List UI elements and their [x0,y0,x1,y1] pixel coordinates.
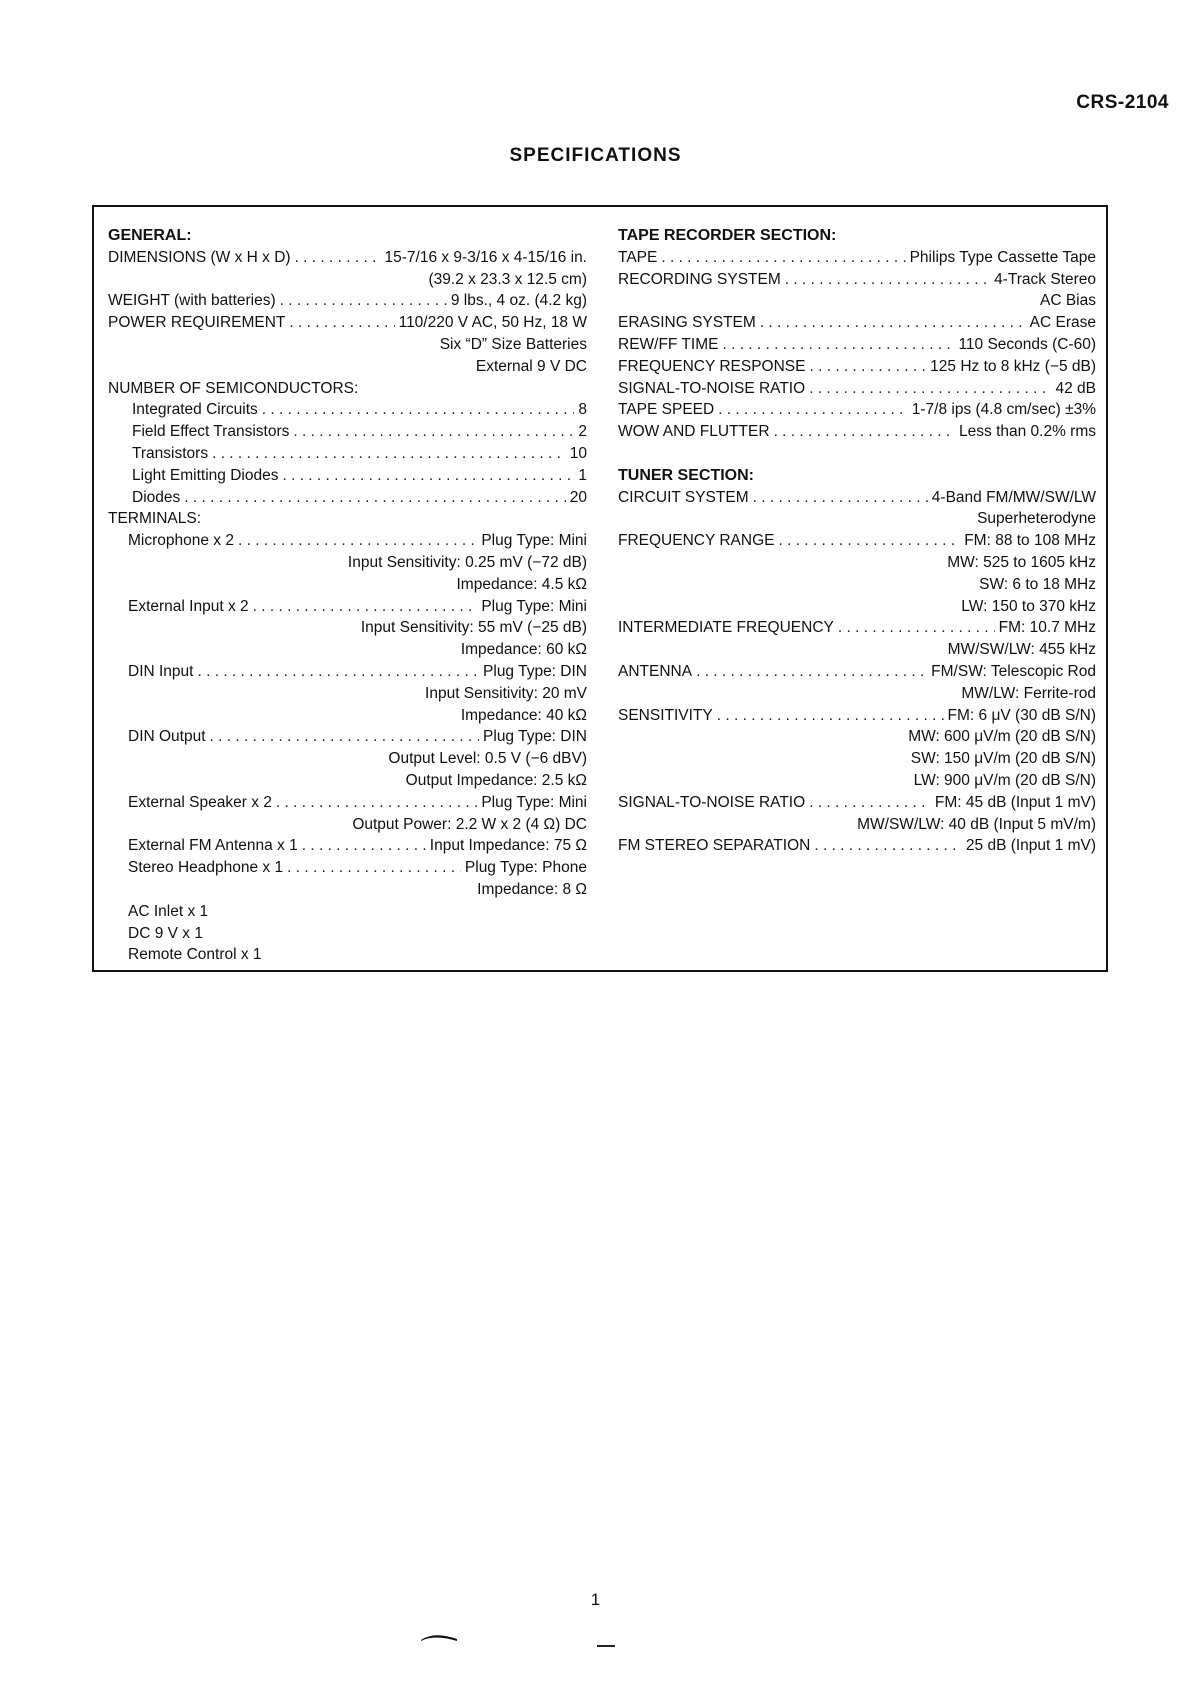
spec-value: Plug Type: Mini [481,597,587,615]
leader-dots [753,487,928,509]
spec-value: FM: 6 μV (30 dB S/N) [947,706,1096,724]
spec-continuation: MW: 525 to 1605 kHz [947,553,1096,571]
spec-continuation: Input Sensitivity: 0.25 mV (−72 dB) [347,553,587,571]
spec-value: 2 [578,423,587,441]
spec-value: FM: 88 to 108 MHz [964,532,1096,550]
spec-row [618,269,1096,291]
spec-antenna [618,661,1096,683]
spec-label: ANTENNA [618,662,693,680]
spec-continuation: Impedance: 40 kΩ [460,706,587,724]
spec-continuation: External 9 V DC [475,357,587,375]
spec-continuation: Output Power: 2.2 W x 2 (4 Ω) DC [352,815,587,833]
spec-continuation: Output Level: 0.5 V (−6 dBV) [388,750,587,768]
spec-value: Input Impedance: 75 Ω [429,837,587,855]
leader-dots [293,421,574,443]
spec-value: 4-Track Stereo [994,270,1096,288]
spec-fm-antenna [128,835,587,857]
spec-row [132,465,587,487]
spec-value: FM: 10.7 MHz [998,619,1096,637]
spec-value: 125 Hz to 8 kHz (−5 dB) [930,357,1096,375]
leader-dots [253,596,478,618]
spec-headphone [128,857,587,879]
spec-continuation: Input Sensitivity: 55 mV (−25 dB) [360,619,587,637]
leader-dots [696,661,927,683]
spec-label: INTERMEDIATE FREQUENCY [618,619,834,637]
spec-label: Light Emitting Diodes [132,466,279,484]
leader-dots [210,726,480,748]
spec-label: Diodes [132,488,181,506]
spec-value: Less than 0.2% rms [959,423,1096,441]
spec-label: RECORDING SYSTEM [618,270,781,288]
spec-value: FM: 45 dB (Input 1 mV) [934,793,1096,811]
leader-dots [212,443,566,465]
spec-continuation: Impedance: 8 Ω [477,880,587,898]
spec-dc: DC 9 V x 1 [128,924,203,942]
spec-value: 10 [569,444,587,462]
spec-value: 15-7/16 x 9-3/16 x 4-15/16 in. [384,248,587,266]
leader-dots [717,705,944,727]
spec-value: FM/SW: Telescopic Rod [931,662,1096,680]
spec-label: Transistors [132,444,209,462]
spec-label: FM STEREO SEPARATION [618,837,811,855]
leader-dots [295,247,381,269]
spec-label: FREQUENCY RANGE [618,532,775,550]
leader-dots [184,487,566,509]
spec-row [132,421,587,443]
spec-row [618,247,1096,269]
left-column [108,225,587,966]
spec-row [618,312,1096,334]
leader-dots [760,312,1026,334]
leader-dots [238,530,477,552]
spec-continuation: Superheterodyne [977,510,1096,528]
spec-row [132,443,587,465]
spec-power [108,312,587,334]
spec-continuation: Impedance: 60 kΩ [460,641,587,659]
leader-dots [809,792,931,814]
spec-row [132,399,587,421]
leader-dots [262,399,575,421]
spec-continuation: (39.2 x 23.3 x 12.5 cm) [428,270,587,288]
spec-row [618,421,1096,443]
spec-label: CIRCUIT SYSTEM [618,488,749,506]
leader-dots [280,290,447,312]
right-column [618,225,1096,857]
leader-dots [287,857,461,879]
spec-continuation: MW: 600 μV/m (20 dB S/N) [908,728,1096,746]
leader-dots [838,617,995,639]
spec-external-speaker [128,792,587,814]
spec-din-output [128,726,587,748]
terminals-title: TERMINALS: [108,510,202,528]
spec-value: 1-7/8 ips (4.8 cm/sec) ±3% [911,401,1096,419]
spec-value: Plug Type: Mini [481,532,587,550]
spec-value: 9 lbs., 4 oz. (4.2 kg) [450,292,587,310]
spec-continuation: LW: 900 μV/m (20 dB S/N) [913,771,1096,789]
section-gap [618,443,1096,465]
spec-label: ERASING SYSTEM [618,314,756,332]
spec-value: 25 dB (Input 1 mV) [965,837,1096,855]
spec-label: Stereo Headphone x 1 [128,859,284,877]
spec-continuation: AC Bias [1040,292,1096,310]
spec-label: SIGNAL-TO-NOISE RATIO [618,793,806,811]
spec-label: Microphone x 2 [128,532,234,550]
spec-row [618,356,1096,378]
spec-value: Philips Type Cassette Tape [909,248,1096,266]
spec-label: WEIGHT (with batteries) [108,292,276,310]
spec-ac-inlet: AC Inlet x 1 [128,902,209,920]
page-number: 1 [590,1590,601,1609]
spec-value: AC Erase [1029,314,1096,332]
leader-dots [809,378,1051,400]
spec-label: External Input x 2 [128,597,249,615]
spec-external-input [128,596,587,618]
leader-dots [276,792,477,814]
spec-value: 110 Seconds (C-60) [958,335,1096,353]
spec-continuation: SW: 6 to 18 MHz [979,575,1096,593]
spec-value: Plug Type: Mini [481,793,587,811]
model-number: CRS-2104 [1076,92,1169,113]
tape-section-title: TAPE RECORDER SECTION: [618,227,837,244]
spec-value: 110/220 V AC, 50 Hz, 18 W [398,314,587,332]
leader-dots [785,269,990,291]
spec-label: WOW AND FLUTTER [618,423,770,441]
leader-dots [814,835,962,857]
spec-label: DIN Input [128,662,194,680]
specifications-box [92,205,1108,972]
spec-label: TAPE [618,248,658,266]
spec-stereo-separation [618,835,1096,857]
leader-dots [809,356,926,378]
semiconductors-title: NUMBER OF SEMICONDUCTORS: [108,379,359,397]
spec-label: SIGNAL-TO-NOISE RATIO [618,379,806,397]
spec-label: POWER REQUIREMENT [108,314,286,332]
spec-row [618,399,1096,421]
spec-sensitivity [618,705,1096,727]
leader-dots [289,312,394,334]
spec-continuation: MW/SW/LW: 455 kHz [947,641,1096,659]
leader-dots [774,421,955,443]
scan-mark-icon [420,1633,458,1641]
spec-row [132,487,587,509]
leader-dots [282,465,574,487]
spec-remote-control: Remote Control x 1 [128,946,262,964]
spec-dimensions [108,247,587,269]
spec-value: 4-Band FM/MW/SW/LW [931,488,1096,506]
spec-value: 20 [569,488,587,506]
spec-value: Plug Type: DIN [483,662,587,680]
scan-dash-icon [597,1645,615,1647]
spec-value: 1 [578,466,587,484]
spec-label: TAPE SPEED [618,401,715,419]
spec-continuation: Impedance: 4.5 kΩ [456,575,587,593]
spec-continuation: LW: 150 to 370 kHz [961,597,1096,615]
spec-continuation: MW/SW/LW: 40 dB (Input 5 mV/m) [857,815,1096,833]
spec-frequency-range [618,530,1096,552]
leader-dots [302,835,426,857]
spec-label: External FM Antenna x 1 [128,837,298,855]
page-title: SPECIFICATIONS [509,145,682,166]
semiconductor-list [108,399,587,508]
spec-value: 42 dB [1055,379,1096,397]
leader-dots [718,399,908,421]
spec-label: External Speaker x 2 [128,793,272,811]
spec-value: Plug Type: Phone [464,859,587,877]
leader-dots [722,334,954,356]
spec-label: Integrated Circuits [132,401,258,419]
spec-label: Field Effect Transistors [132,423,290,441]
spec-row [618,334,1096,356]
spec-label: DIMENSIONS (W x H x D) [108,248,291,266]
leader-dots [778,530,960,552]
spec-label: DIN Output [128,728,206,746]
spec-continuation: Output Impedance: 2.5 kΩ [405,771,587,789]
tuner-section-title: TUNER SECTION: [618,466,754,484]
spec-continuation: MW/LW: Ferrite-rod [961,684,1096,702]
spec-continuation: SW: 150 μV/m (20 dB S/N) [910,750,1096,768]
spec-row [618,378,1096,400]
spec-continuation: Six “D” Size Batteries [439,335,587,353]
general-title: GENERAL: [108,227,192,244]
spec-circuit-system [618,487,1096,509]
spec-din-input [128,661,587,683]
spec-continuation: Input Sensitivity: 20 mV [425,684,587,702]
spec-value: 8 [578,401,587,419]
terminal-list [108,530,587,966]
spec-label: SENSITIVITY [618,706,713,724]
leader-dots [197,661,479,683]
spec-label: REW/FF TIME [618,335,719,353]
spec-value: Plug Type: DIN [483,728,587,746]
spec-weight [108,290,587,312]
spec-microphone [128,530,587,552]
spec-label: FREQUENCY RESPONSE [618,357,806,375]
leader-dots [661,247,905,269]
spec-intermediate-frequency [618,617,1096,639]
spec-signal-to-noise [618,792,1096,814]
